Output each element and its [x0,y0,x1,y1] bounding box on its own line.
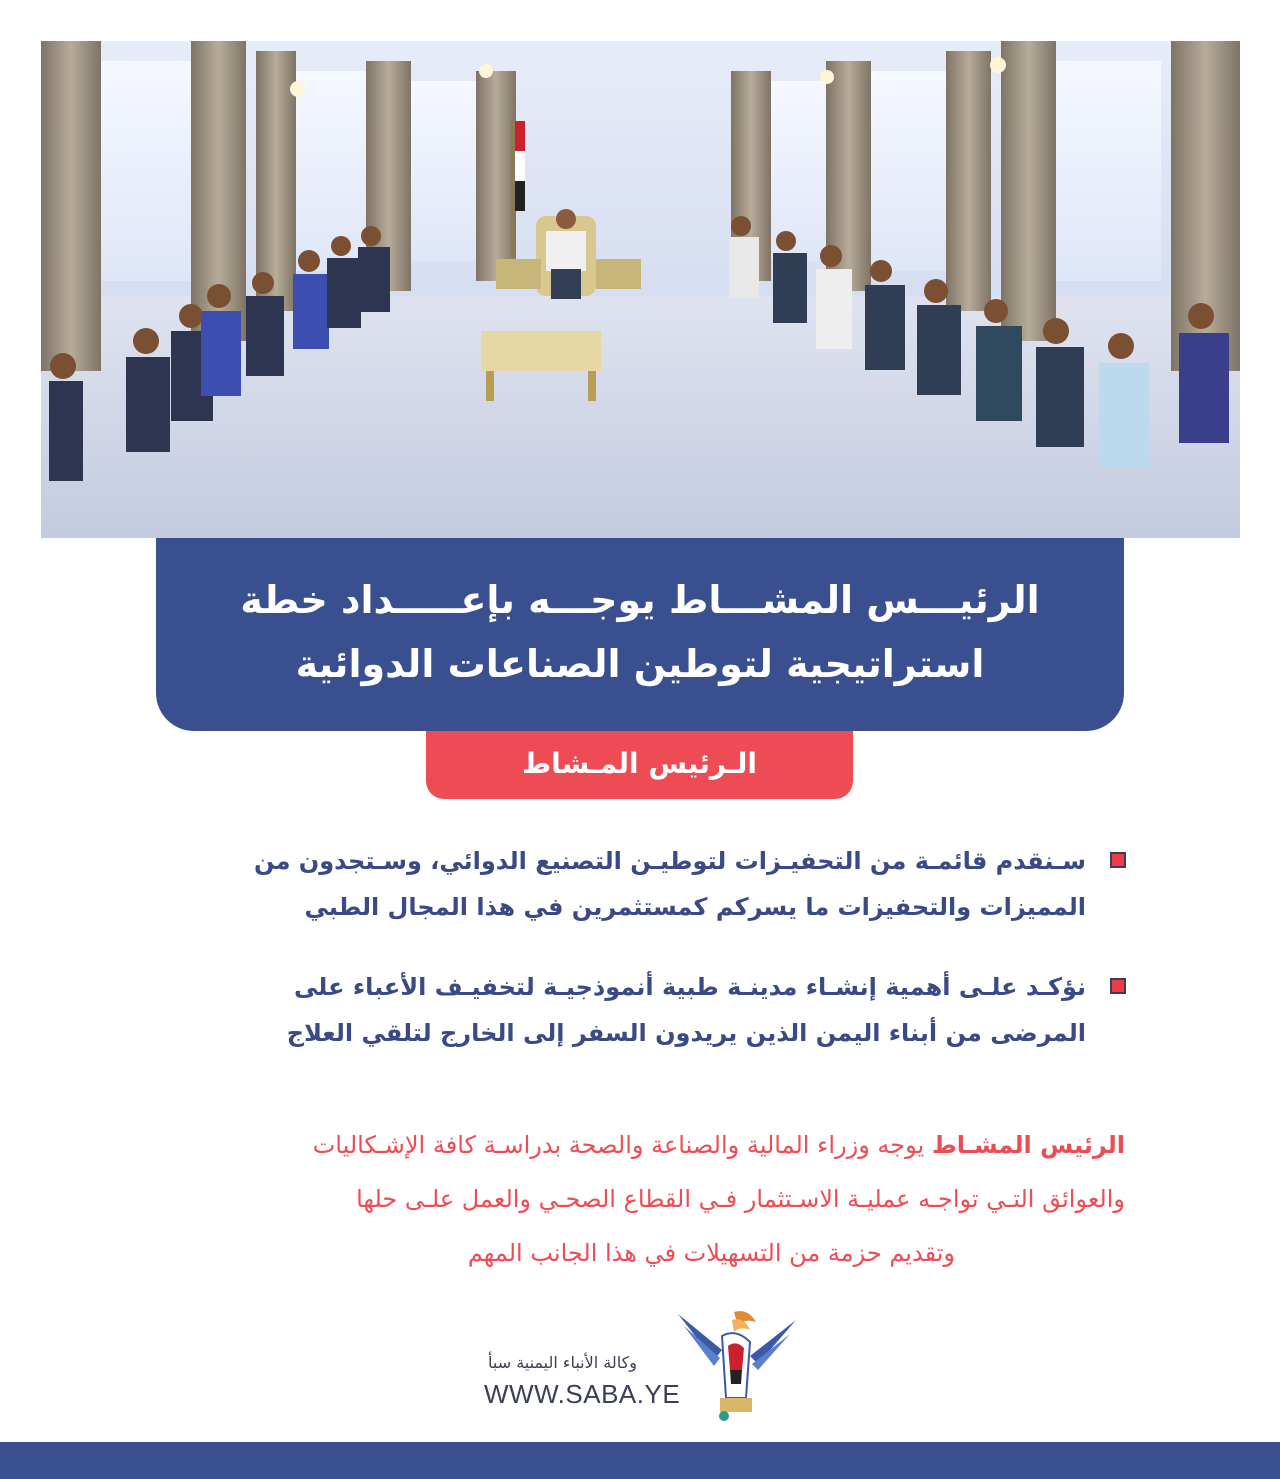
summary-line-1-text: يوجه وزراء المالية والصناعة والصحة بدراسـة كافة الإشـكاليات [312,1131,932,1159]
footer-bar [0,1442,1280,1479]
meeting-room-photo [41,41,1240,538]
agency-name: وكالة الأنباء اليمنية سبأ [488,1353,637,1372]
quote-list [160,838,1130,1090]
headline-banner [156,538,1124,731]
summary-line-3: وتقديم حزمة من التسهيلات في هذا الجانب المهم [467,1239,955,1267]
quote-line: المرضى من أبناء اليمن الذين يريدون السفر إلى الخارج لتلقي العلاج [286,1019,1086,1047]
agency-credit [470,1352,681,1414]
quote-line: نؤكـد علـى أهمية إنشـاء مدينـة طبية أنموذجيـة لتخفيـف الأعباء على [294,973,1086,1001]
speaker-badge: الـرئيس المـشاط [426,731,853,799]
headline-line-1: الرئيـــس المشـــاط يوجـــه بإعـــــداد خطة [240,578,1040,622]
agency-url: WWW.SABA.YE [484,1379,681,1409]
red-square-bullet-icon [1110,852,1126,868]
quote-item [160,964,1130,1056]
quote-line: المميزات والتحفيزات ما يسركم كمستثمرين في هذا المجال الطبي [304,893,1086,921]
headline-line-2: استراتيجية لتوطين الصناعات الدوائية [295,642,985,686]
meeting-photo [41,41,1240,538]
summary-line-1 [150,1118,1125,1172]
summary-lead: الرئيس المشـاط [931,1131,1125,1159]
quote-item [160,838,1130,930]
summary-line-2: والعوائق التـي تواجـه عمليـة الاسـتثمار فـي القطاع الصحـي والعمل علـى حلها [356,1185,1125,1213]
summary-paragraph [150,1118,1125,1280]
saba-eagle-logo-icon [674,1306,800,1422]
quote-line: سـنقدم قائمـة من التحفيـزات لتوطيـن التصنيع الدوائي، وسـتجدون من [253,847,1086,875]
red-square-bullet-icon [1110,978,1126,994]
